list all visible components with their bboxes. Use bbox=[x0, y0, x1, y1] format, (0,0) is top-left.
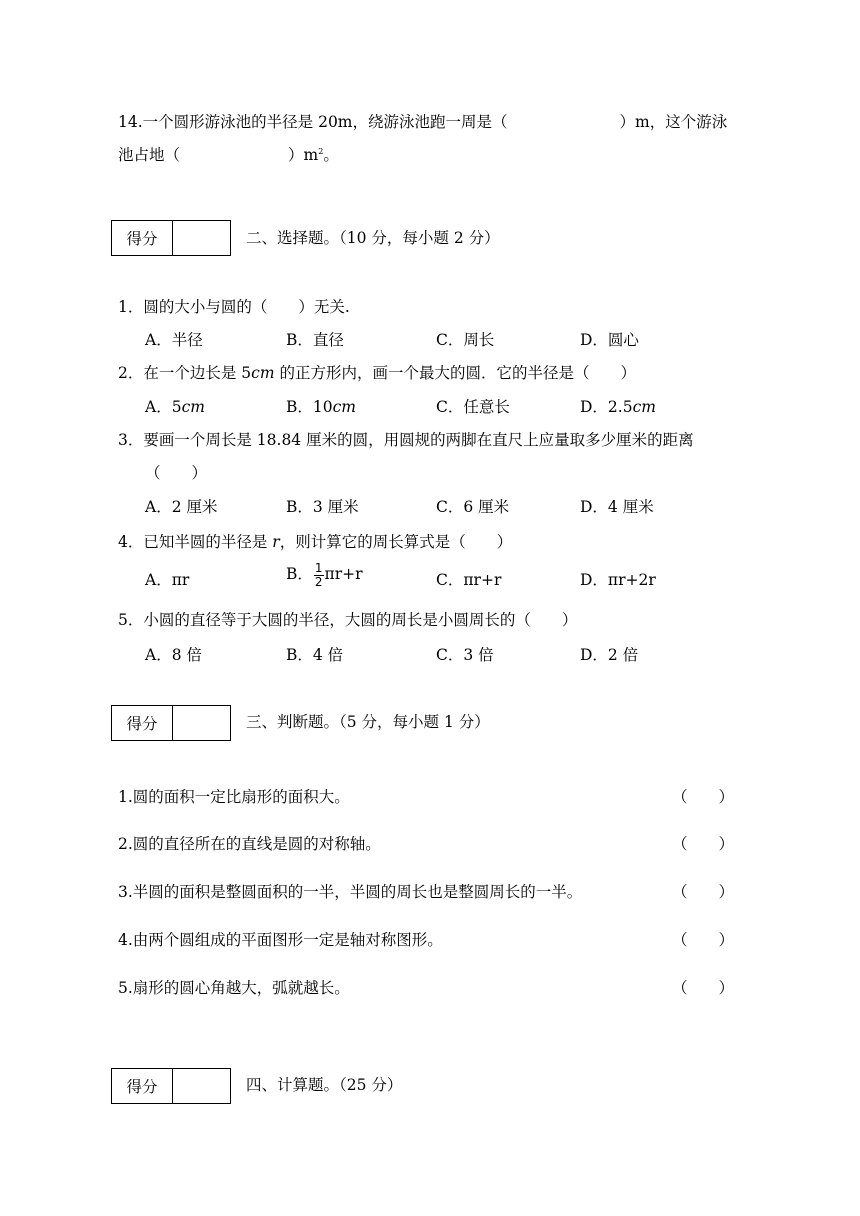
section3-title: 三、判断题。（5 分，每小题 1 分） bbox=[246, 713, 490, 731]
score-input-cell[interactable] bbox=[172, 706, 230, 740]
choice-q3-option-c[interactable]: C．6 厘米 bbox=[436, 498, 510, 516]
judge-answer-2[interactable]: （ ） bbox=[672, 835, 735, 853]
fraction-half bbox=[314, 562, 324, 588]
choice-q2-option-b[interactable] bbox=[286, 397, 356, 417]
judge-item-4: 4.由两个圆组成的平面图形一定是轴对称图形。 bbox=[118, 931, 443, 949]
choice-q5-option-c[interactable]: C．3 倍 bbox=[436, 646, 494, 664]
score-input-cell[interactable] bbox=[172, 1069, 230, 1103]
choice-q1-option-d[interactable]: D．圆心 bbox=[580, 331, 639, 349]
q14-sup: 2 bbox=[318, 146, 324, 156]
choice-q2-option-a-num: A．5 bbox=[145, 398, 182, 416]
choice-q5-option-a[interactable]: A．8 倍 bbox=[145, 646, 202, 664]
score-box-section3 bbox=[111, 705, 231, 741]
choice-q4-option-a[interactable]: A．πr bbox=[145, 571, 190, 589]
choice-q3-stem-cont: （ ） bbox=[145, 464, 208, 482]
judge-item-3: 3.半圆的面积是整圆面积的一半，半圆的周长也是整圆周长的一半。 bbox=[118, 883, 583, 901]
choice-q1-option-c[interactable]: C．周长 bbox=[436, 331, 495, 349]
q14-text-c: 池占地（ bbox=[118, 146, 181, 164]
score-box-section4 bbox=[111, 1068, 231, 1104]
choice-q1-option-a[interactable]: A．半径 bbox=[145, 331, 203, 349]
choice-q4-option-d[interactable]: D．πr+2r bbox=[580, 571, 656, 589]
choice-q5-stem: 5．小圆的直径等于大圆的半径，大圆的周长是小圆周长的（ ） bbox=[118, 611, 578, 629]
choice-q3-stem: 3．要画一个周长是 18.84 厘米的圆，用圆规的两脚在直尺上应量取多少厘米的距离 bbox=[118, 431, 694, 449]
score-box-section2 bbox=[111, 220, 231, 256]
choice-q4-option-b-label: B． bbox=[286, 565, 313, 584]
choice-q3-option-b[interactable]: B．3 厘米 bbox=[286, 498, 359, 516]
section4-title: 四、计算题。（25 分） bbox=[246, 1076, 403, 1094]
choice-q5-option-d[interactable]: D．2 倍 bbox=[580, 646, 639, 664]
choice-q3-option-d[interactable]: D．4 厘米 bbox=[580, 498, 654, 516]
judge-item-1: 1.圆的面积一定比扇形的面积大。 bbox=[118, 788, 350, 806]
choice-q4-stem bbox=[118, 532, 512, 552]
section2-title: 二、选择题。（10 分，每小题 2 分） bbox=[246, 229, 500, 247]
q14-text-a: 14.一个圆形游泳池的半径是 20m，绕游泳池跑一周是（ bbox=[118, 113, 508, 131]
judge-answer-4[interactable]: （ ） bbox=[672, 931, 735, 949]
choice-q2-stem-pre: 2．在一个边长是 5 bbox=[118, 364, 252, 382]
choice-q4-option-b[interactable] bbox=[286, 562, 363, 588]
choice-q1-option-b[interactable]: B．直径 bbox=[286, 331, 344, 349]
q14-line1 bbox=[118, 112, 727, 132]
judge-answer-1[interactable]: （ ） bbox=[672, 788, 735, 806]
judge-answer-3[interactable]: （ ） bbox=[672, 883, 735, 901]
choice-q2-option-d-unit: cm bbox=[632, 398, 656, 416]
fraction-denominator: 2 bbox=[314, 574, 323, 589]
choice-q2-stem-unit: cm bbox=[251, 364, 275, 382]
fraction-numerator: 1 bbox=[314, 561, 323, 575]
choice-q2-option-b-unit: cm bbox=[332, 398, 357, 416]
choice-q2-option-c[interactable]: C．任意长 bbox=[436, 398, 510, 416]
choice-q4-stem-var: r bbox=[272, 533, 280, 551]
choice-q2-option-a-unit: cm bbox=[181, 398, 205, 416]
choice-q2-option-d-num: D．2.5 bbox=[580, 398, 633, 416]
choice-q2-option-d[interactable] bbox=[580, 397, 656, 417]
choice-q4-stem-post: ，则计算它的周长算式是（ ） bbox=[279, 533, 513, 551]
score-label: 得分 bbox=[112, 221, 173, 255]
judge-item-2: 2.圆的直径所在的直线是圆的对称轴。 bbox=[118, 835, 381, 853]
score-label: 得分 bbox=[112, 1069, 173, 1103]
choice-q4-option-b-tail: πr+r bbox=[324, 565, 363, 584]
choice-q2-stem-post: 的正方形内，画一个最大的圆．它的半径是（ ） bbox=[274, 364, 636, 382]
q14-line2 bbox=[118, 145, 339, 165]
q14-tail: 。 bbox=[323, 146, 339, 164]
score-input-cell[interactable] bbox=[172, 221, 230, 255]
choice-q2-option-b-num: B．10 bbox=[286, 398, 333, 416]
q14-text-d: ）m bbox=[288, 146, 319, 164]
score-label: 得分 bbox=[112, 706, 173, 740]
choice-q2-stem bbox=[118, 363, 636, 383]
choice-q3-option-a[interactable]: A．2 厘米 bbox=[145, 498, 218, 516]
choice-q5-option-b[interactable]: B．4 倍 bbox=[286, 646, 344, 664]
q14-text-b: ）m，这个游泳 bbox=[619, 113, 728, 131]
choice-q4-option-c[interactable]: C．πr+r bbox=[436, 571, 502, 589]
choice-q2-option-a[interactable] bbox=[145, 397, 205, 417]
choice-q4-stem-pre: 4．已知半圆的半径是 bbox=[118, 533, 273, 551]
judge-answer-5[interactable]: （ ） bbox=[672, 979, 735, 997]
choice-q1-stem: 1．圆的大小与圆的（ ）无关. bbox=[118, 298, 350, 316]
judge-item-5: 5.扇形的圆心角越大，弧就越长。 bbox=[118, 979, 350, 997]
